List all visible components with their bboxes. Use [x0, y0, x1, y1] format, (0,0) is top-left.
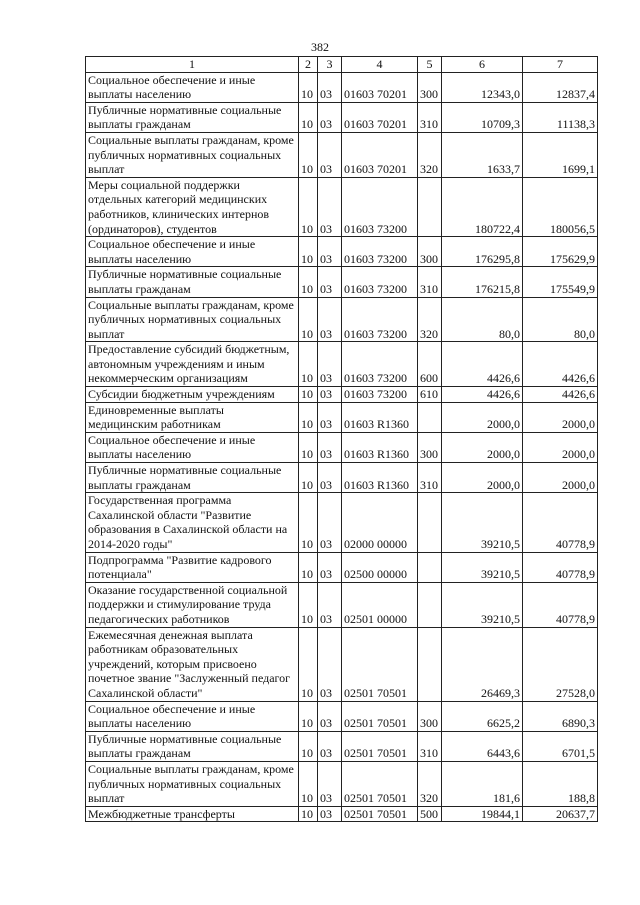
- table-row: [86, 177, 598, 236]
- header-col-6: 6: [442, 57, 523, 73]
- target-article-cell: 01603 73200: [342, 342, 418, 387]
- row-name-cell: Социальное обеспечение и иные выплаты населению: [86, 237, 299, 267]
- target-article-cell: 01603 73200: [342, 387, 418, 403]
- row-name-cell: Подпрограмма "Развитие кадрового потенциала": [86, 552, 299, 582]
- expense-type-cell: [418, 177, 442, 236]
- amount-year2-cell: 2000,0: [523, 402, 598, 432]
- amount-year1-cell: 12343,0: [442, 72, 523, 102]
- target-article-cell: 02501 70501: [342, 731, 418, 761]
- subsection-cell: 03: [318, 237, 342, 267]
- subsection-cell: 03: [318, 582, 342, 627]
- table-row: [86, 627, 598, 701]
- amount-year2-cell: 27528,0: [523, 627, 598, 701]
- expense-type-cell: 610: [418, 387, 442, 403]
- subsection-cell: 03: [318, 102, 342, 132]
- target-article-cell: 01603 73200: [342, 297, 418, 342]
- row-name-cell: Публичные нормативные социальные выплаты гражданам: [86, 102, 299, 132]
- amount-year1-cell: 39210,5: [442, 552, 523, 582]
- target-article-cell: 01603 70201: [342, 132, 418, 177]
- amount-year2-cell: 2000,0: [523, 463, 598, 493]
- target-article-cell: 01603 R1360: [342, 432, 418, 462]
- row-name-cell: Социальное обеспечение и иные выплаты населению: [86, 701, 299, 731]
- target-article-cell: 01603 R1360: [342, 463, 418, 493]
- amount-year1-cell: 180722,4: [442, 177, 523, 236]
- subsection-cell: 03: [318, 552, 342, 582]
- header-col-1: 1: [86, 57, 299, 73]
- expense-type-cell: 500: [418, 806, 442, 822]
- subsection-cell: 03: [318, 627, 342, 701]
- section-cell: 10: [299, 552, 318, 582]
- row-name-cell: Публичные нормативные социальные выплаты гражданам: [86, 731, 299, 761]
- row-name-cell: Социальные выплаты гражданам, кроме публичных нормативных социальных выплат: [86, 132, 299, 177]
- amount-year2-cell: 188,8: [523, 761, 598, 806]
- section-cell: 10: [299, 493, 318, 552]
- header-col-5: 5: [418, 57, 442, 73]
- amount-year1-cell: 176295,8: [442, 237, 523, 267]
- target-article-cell: 01603 73200: [342, 177, 418, 236]
- table-row: [86, 552, 598, 582]
- expense-type-cell: [418, 402, 442, 432]
- row-name-cell: Публичные нормативные социальные выплаты гражданам: [86, 267, 299, 297]
- header-col-4: 4: [342, 57, 418, 73]
- row-name-cell: Социальные выплаты гражданам, кроме публичных нормативных социальных выплат: [86, 297, 299, 342]
- row-name-cell: Оказание государственной социальной поддержки и стимулирование труда педагогических работников: [86, 582, 299, 627]
- amount-year1-cell: 4426,6: [442, 387, 523, 403]
- section-cell: 10: [299, 402, 318, 432]
- amount-year2-cell: 4426,6: [523, 387, 598, 403]
- header-col-3: 3: [318, 57, 342, 73]
- section-cell: 10: [299, 387, 318, 403]
- amount-year1-cell: 6625,2: [442, 701, 523, 731]
- table-row: [86, 132, 598, 177]
- amount-year1-cell: 80,0: [442, 297, 523, 342]
- subsection-cell: 03: [318, 342, 342, 387]
- section-cell: 10: [299, 177, 318, 236]
- section-cell: 10: [299, 102, 318, 132]
- header-row: [86, 57, 598, 73]
- table-row: [86, 297, 598, 342]
- row-name-cell: Социальное обеспечение и иные выплаты населению: [86, 72, 299, 102]
- amount-year1-cell: 1633,7: [442, 132, 523, 177]
- expense-type-cell: 310: [418, 731, 442, 761]
- section-cell: 10: [299, 267, 318, 297]
- expense-type-cell: 600: [418, 342, 442, 387]
- target-article-cell: 01603 R1360: [342, 402, 418, 432]
- amount-year1-cell: 19844,1: [442, 806, 523, 822]
- amount-year2-cell: 175549,9: [523, 267, 598, 297]
- expense-type-cell: [418, 552, 442, 582]
- subsection-cell: 03: [318, 387, 342, 403]
- amount-year2-cell: 12837,4: [523, 72, 598, 102]
- section-cell: 10: [299, 72, 318, 102]
- subsection-cell: 03: [318, 493, 342, 552]
- table-row: [86, 387, 598, 403]
- subsection-cell: 03: [318, 402, 342, 432]
- amount-year2-cell: 4426,6: [523, 342, 598, 387]
- section-cell: 10: [299, 463, 318, 493]
- amount-year2-cell: 80,0: [523, 297, 598, 342]
- expense-type-cell: 320: [418, 761, 442, 806]
- subsection-cell: 03: [318, 701, 342, 731]
- target-article-cell: 02501 70501: [342, 701, 418, 731]
- header-col-2: 2: [299, 57, 318, 73]
- target-article-cell: 02501 70501: [342, 761, 418, 806]
- section-cell: 10: [299, 731, 318, 761]
- section-cell: 10: [299, 582, 318, 627]
- target-article-cell: 02501 70501: [342, 627, 418, 701]
- subsection-cell: 03: [318, 72, 342, 102]
- row-name-cell: Единовременные выплаты медицинским работникам: [86, 402, 299, 432]
- table-row: [86, 432, 598, 462]
- expense-type-cell: 300: [418, 701, 442, 731]
- table-row: [86, 267, 598, 297]
- subsection-cell: 03: [318, 806, 342, 822]
- row-name-cell: Публичные нормативные социальные выплаты гражданам: [86, 463, 299, 493]
- row-name-cell: Государственная программа Сахалинской области "Развитие образования в Сахалинской области на 2014-2020 годы": [86, 493, 299, 552]
- expense-type-cell: [418, 582, 442, 627]
- expense-type-cell: 320: [418, 132, 442, 177]
- subsection-cell: 03: [318, 432, 342, 462]
- expense-type-cell: 300: [418, 72, 442, 102]
- amount-year1-cell: 6443,6: [442, 731, 523, 761]
- table-row: [86, 72, 598, 102]
- section-cell: 10: [299, 297, 318, 342]
- subsection-cell: 03: [318, 267, 342, 297]
- amount-year1-cell: 39210,5: [442, 493, 523, 552]
- table-row: [86, 493, 598, 552]
- target-article-cell: 02500 00000: [342, 552, 418, 582]
- subsection-cell: 03: [318, 731, 342, 761]
- row-name-cell: Субсидии бюджетным учреждениям: [86, 387, 299, 403]
- section-cell: 10: [299, 806, 318, 822]
- row-name-cell: Социальные выплаты гражданам, кроме публичных нормативных социальных выплат: [86, 761, 299, 806]
- row-name-cell: Социальное обеспечение и иные выплаты населению: [86, 432, 299, 462]
- target-article-cell: 01603 73200: [342, 237, 418, 267]
- amount-year1-cell: 26469,3: [442, 627, 523, 701]
- amount-year2-cell: 40778,9: [523, 552, 598, 582]
- section-cell: 10: [299, 432, 318, 462]
- row-name-cell: Меры социальной поддержки отдельных категорий медицинских работников, клинических интернов (ординаторов), студентов: [86, 177, 299, 236]
- subsection-cell: 03: [318, 132, 342, 177]
- subsection-cell: 03: [318, 177, 342, 236]
- table-row: [86, 761, 598, 806]
- table-row: [86, 582, 598, 627]
- page-number: 382: [311, 40, 329, 54]
- expense-type-cell: 310: [418, 102, 442, 132]
- expense-type-cell: 320: [418, 297, 442, 342]
- section-cell: 10: [299, 132, 318, 177]
- amount-year2-cell: 6701,5: [523, 731, 598, 761]
- section-cell: 10: [299, 761, 318, 806]
- subsection-cell: 03: [318, 761, 342, 806]
- subsection-cell: 03: [318, 463, 342, 493]
- table-row: [86, 701, 598, 731]
- expense-type-cell: 310: [418, 267, 442, 297]
- amount-year2-cell: 180056,5: [523, 177, 598, 236]
- table-row: [86, 342, 598, 387]
- subsection-cell: 03: [318, 297, 342, 342]
- expense-type-cell: 310: [418, 463, 442, 493]
- amount-year1-cell: 2000,0: [442, 402, 523, 432]
- target-article-cell: 02501 70501: [342, 806, 418, 822]
- target-article-cell: 01603 70201: [342, 72, 418, 102]
- target-article-cell: 01603 70201: [342, 102, 418, 132]
- amount-year1-cell: 181,6: [442, 761, 523, 806]
- table-row: [86, 402, 598, 432]
- row-name-cell: Межбюджетные трансферты: [86, 806, 299, 822]
- amount-year2-cell: 1699,1: [523, 132, 598, 177]
- header-col-7: 7: [523, 57, 598, 73]
- amount-year1-cell: 2000,0: [442, 463, 523, 493]
- expense-type-cell: [418, 493, 442, 552]
- amount-year1-cell: 10709,3: [442, 102, 523, 132]
- row-name-cell: Предоставление субсидий бюджетным, автономным учреждениям и иным некоммерческим организациям: [86, 342, 299, 387]
- target-article-cell: 02501 00000: [342, 582, 418, 627]
- section-cell: 10: [299, 237, 318, 267]
- section-cell: 10: [299, 342, 318, 387]
- amount-year2-cell: 20637,7: [523, 806, 598, 822]
- table-row: [86, 731, 598, 761]
- amount-year1-cell: 176215,8: [442, 267, 523, 297]
- row-name-cell: Ежемесячная денежная выплата работникам образовательных учреждений, которым присвоено почетное звание "Заслуженный педагог Сахалинской области": [86, 627, 299, 701]
- table-row: [86, 237, 598, 267]
- target-article-cell: 01603 73200: [342, 267, 418, 297]
- amount-year1-cell: 4426,6: [442, 342, 523, 387]
- table-row: [86, 102, 598, 132]
- amount-year2-cell: 40778,9: [523, 493, 598, 552]
- amount-year1-cell: 39210,5: [442, 582, 523, 627]
- expense-type-cell: 300: [418, 432, 442, 462]
- amount-year2-cell: 2000,0: [523, 432, 598, 462]
- table-row: [86, 463, 598, 493]
- target-article-cell: 02000 00000: [342, 493, 418, 552]
- expense-type-cell: [418, 627, 442, 701]
- amount-year1-cell: 2000,0: [442, 432, 523, 462]
- amount-year2-cell: 6890,3: [523, 701, 598, 731]
- amount-year2-cell: 11138,3: [523, 102, 598, 132]
- section-cell: 10: [299, 627, 318, 701]
- section-cell: 10: [299, 701, 318, 731]
- expense-type-cell: 300: [418, 237, 442, 267]
- amount-year2-cell: 175629,9: [523, 237, 598, 267]
- amount-year2-cell: 40778,9: [523, 582, 598, 627]
- budget-table: [85, 56, 598, 822]
- table-row: [86, 806, 598, 822]
